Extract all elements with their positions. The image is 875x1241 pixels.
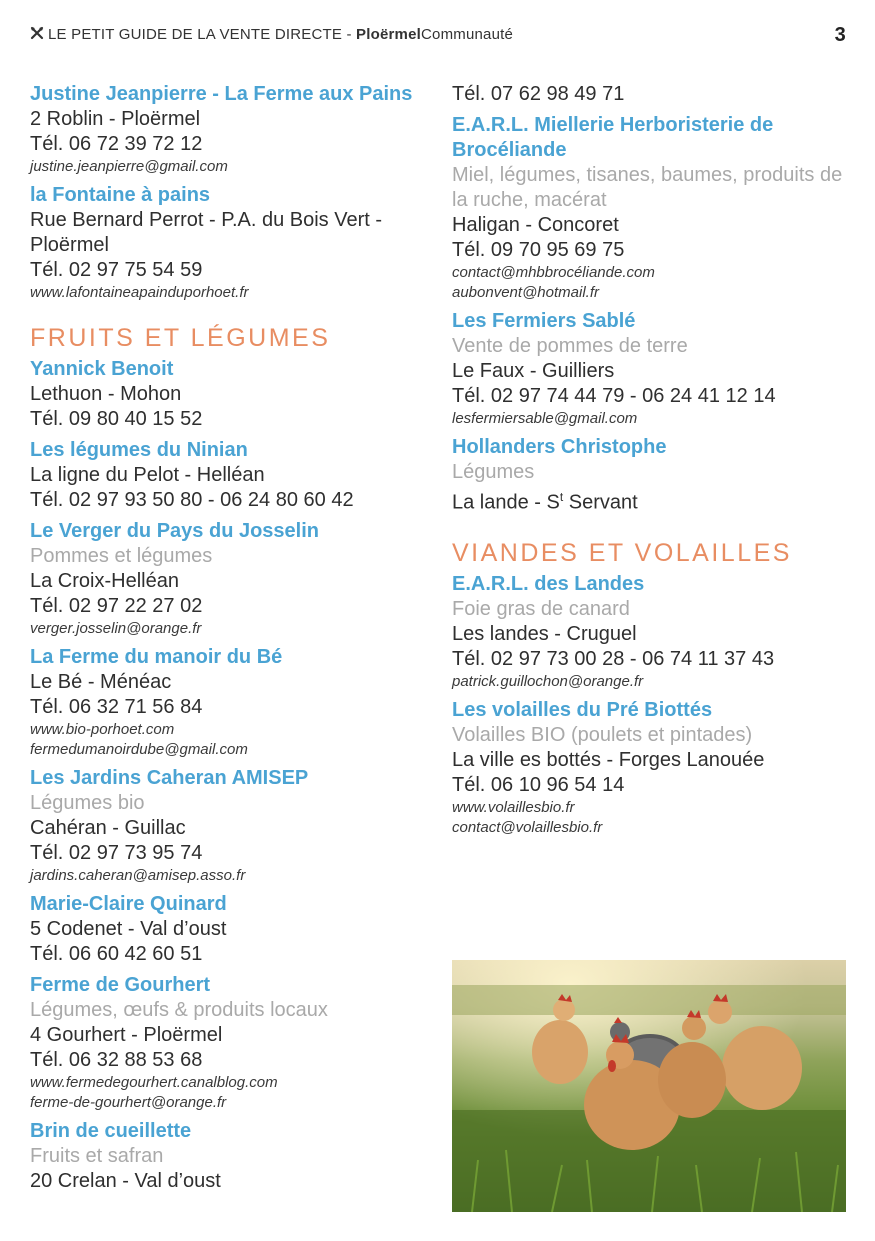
right-column bbox=[452, 82, 847, 844]
producer-description: Foie gras de canard bbox=[452, 597, 630, 620]
producer-name: Les volailles du Pré Biottés bbox=[452, 698, 713, 721]
section-title-viandes: VIANDES ET VOLAILLES bbox=[452, 538, 792, 567]
producer-website[interactable]: www.fermedegourhert.canalblog.com bbox=[30, 1074, 278, 1091]
producer-phone: Tél. 09 80 40 15 52 bbox=[30, 408, 203, 430]
producer-email[interactable]: contact@mhbbrocéliande.com bbox=[452, 264, 655, 281]
producer-description: Miel, légumes, tisanes, baumes, produits de la ruche, macérat bbox=[452, 164, 843, 211]
producer-name: Marie-Claire Quinard bbox=[30, 893, 227, 915]
producer-phone: Tél. 02 97 74 44 79 - 06 24 41 12 14 bbox=[452, 385, 776, 407]
producer-name: E.A.R.L. des Landes bbox=[452, 572, 645, 595]
producer-name: Ferme de Gourhert bbox=[30, 974, 211, 996]
page-number: 3 bbox=[834, 24, 846, 46]
producer-entry bbox=[30, 357, 430, 432]
chickens-photo bbox=[452, 960, 846, 1212]
producer-entry bbox=[30, 519, 430, 639]
producer-entry bbox=[30, 1119, 430, 1194]
producer-entry-continued bbox=[452, 82, 847, 107]
producer-name: E.A.R.L. Miellerie Herboristerie de Brocéliande bbox=[452, 114, 774, 161]
producer-name: Les Jardins Caheran AMISEP bbox=[30, 767, 309, 789]
address-prefix: La lande - S bbox=[452, 491, 560, 514]
producer-entry bbox=[30, 973, 430, 1113]
producer-phone: Tél. 06 32 71 56 84 bbox=[30, 696, 203, 718]
producer-email[interactable]: jardins.caheran@amisep.asso.fr bbox=[30, 867, 246, 884]
producer-phone: Tél. 02 97 75 54 59 bbox=[30, 259, 203, 281]
producer-address: Haligan - Concoret bbox=[452, 214, 619, 236]
producer-phone: Tél. 02 97 73 95 74 bbox=[30, 842, 203, 864]
producer-name: la Fontaine à pains bbox=[30, 184, 211, 206]
producer-address: La ville es bottés - Forges Lanouée bbox=[452, 748, 765, 771]
producer-name: Les légumes du Ninian bbox=[30, 439, 248, 461]
producer-name: Yannick Benoit bbox=[30, 358, 174, 380]
producer-email[interactable]: aubonvent@hotmail.fr bbox=[452, 284, 599, 301]
producer-phone: Tél. 06 72 39 72 12 bbox=[30, 133, 203, 155]
producer-description: Volailles BIO (poulets et pintades) bbox=[452, 723, 753, 746]
producer-description: Légumes, œufs & produits locaux bbox=[30, 999, 328, 1021]
producer-phone: Tél. 06 60 42 60 51 bbox=[30, 943, 203, 965]
address-suffix: Servant bbox=[563, 491, 638, 514]
producer-address: Les landes - Cruguel bbox=[452, 622, 637, 645]
producer-name: Les Fermiers Sablé bbox=[452, 310, 636, 332]
producer-name: Justine Jeanpierre - La Ferme aux Pains bbox=[30, 83, 413, 105]
producer-entry bbox=[30, 82, 430, 177]
producer-address: Cahéran - Guillac bbox=[30, 817, 186, 839]
producer-entry bbox=[30, 892, 430, 967]
producer-phone: Tél. 09 70 95 69 75 bbox=[452, 239, 625, 261]
producer-entry bbox=[30, 438, 430, 513]
producer-email[interactable]: fermedumanoirdube@gmail.com bbox=[30, 741, 248, 758]
header-brand-strong: Ploërmel bbox=[356, 26, 421, 43]
producer-entry bbox=[30, 183, 430, 303]
page-header bbox=[30, 26, 846, 50]
producer-phone: Tél. 02 97 22 27 02 bbox=[30, 595, 203, 617]
header-title: LE PETIT GUIDE DE LA VENTE DIRECTE - bbox=[48, 26, 357, 43]
producer-address: La ligne du Pelot - Helléan bbox=[30, 464, 265, 486]
section-title-fruits: FRUITS ET LÉGUMES bbox=[30, 324, 331, 352]
producer-name: Hollanders Christophe bbox=[452, 436, 667, 458]
producer-website[interactable]: www.lafontaineapainduporhoet.fr bbox=[30, 284, 249, 301]
producer-address: La Croix-Helléan bbox=[30, 570, 179, 592]
producer-email[interactable]: patrick.guillochon@orange.fr bbox=[452, 672, 644, 690]
producer-address: Rue Bernard Perrot - P.A. du Bois Vert - Ploërmel bbox=[30, 209, 383, 256]
producer-phone: Tél. 02 97 73 00 28 - 06 74 11 37 43 bbox=[452, 647, 775, 670]
producer-website[interactable]: www.volaillesbio.fr bbox=[452, 798, 575, 816]
producer-description: Vente de pommes de terre bbox=[452, 335, 688, 357]
producer-entry bbox=[452, 572, 847, 692]
producer-address: 2 Roblin - Ploërmel bbox=[30, 108, 201, 130]
producer-phone: Tél. 07 62 98 49 71 bbox=[452, 83, 625, 105]
producer-website[interactable]: www.bio-porhoet.com bbox=[30, 721, 175, 738]
producer-entry bbox=[452, 113, 847, 303]
producer-address: Le Bé - Ménéac bbox=[30, 671, 172, 693]
producer-description: Pommes et légumes bbox=[30, 545, 213, 567]
producer-name: La Ferme du manoir du Bé bbox=[30, 646, 283, 668]
producer-email[interactable]: lesfermiersable@gmail.com bbox=[452, 410, 638, 427]
left-column bbox=[30, 82, 430, 1200]
producer-address: Le Faux - Guilliers bbox=[452, 360, 615, 382]
producer-name: Brin de cueillette bbox=[30, 1120, 192, 1142]
producer-phone: Tél. 06 32 88 53 68 bbox=[30, 1049, 203, 1071]
address-superscript: t bbox=[559, 490, 564, 504]
producer-entry bbox=[452, 309, 847, 429]
producer-phone: Tél. 02 97 93 50 80 - 06 24 80 60 42 bbox=[30, 489, 354, 511]
chickens-illustration bbox=[452, 960, 846, 1212]
producer-phone: Tél. 06 10 96 54 14 bbox=[452, 773, 625, 796]
producer-email[interactable]: ferme-de-gourhert@orange.fr bbox=[30, 1094, 227, 1111]
producer-entry bbox=[452, 435, 847, 516]
producer-description: Fruits et safran bbox=[30, 1145, 164, 1167]
producer-email[interactable]: verger.josselin@orange.fr bbox=[30, 620, 202, 637]
header-brand-rest: Communauté bbox=[421, 26, 514, 43]
producer-address bbox=[452, 485, 847, 516]
producer-address: 4 Gourhert - Ploërmel bbox=[30, 1024, 223, 1046]
producer-description: Légumes bbox=[452, 461, 535, 483]
producer-address: 5 Codenet - Val d’oust bbox=[30, 918, 227, 940]
producer-email[interactable]: justine.jeanpierre@gmail.com bbox=[30, 158, 228, 175]
producer-entry bbox=[30, 766, 430, 886]
producer-address: Lethuon - Mohon bbox=[30, 383, 182, 405]
producer-entry bbox=[30, 645, 430, 760]
producer-description: Légumes bio bbox=[30, 792, 145, 814]
producer-address: 20 Crelan - Val d’oust bbox=[30, 1170, 221, 1192]
producer-entry bbox=[452, 698, 847, 838]
producer-email[interactable]: contact@volaillesbio.fr bbox=[452, 818, 603, 836]
cutlery-icon bbox=[30, 26, 44, 40]
producer-name: Le Verger du Pays du Josselin bbox=[30, 520, 320, 542]
